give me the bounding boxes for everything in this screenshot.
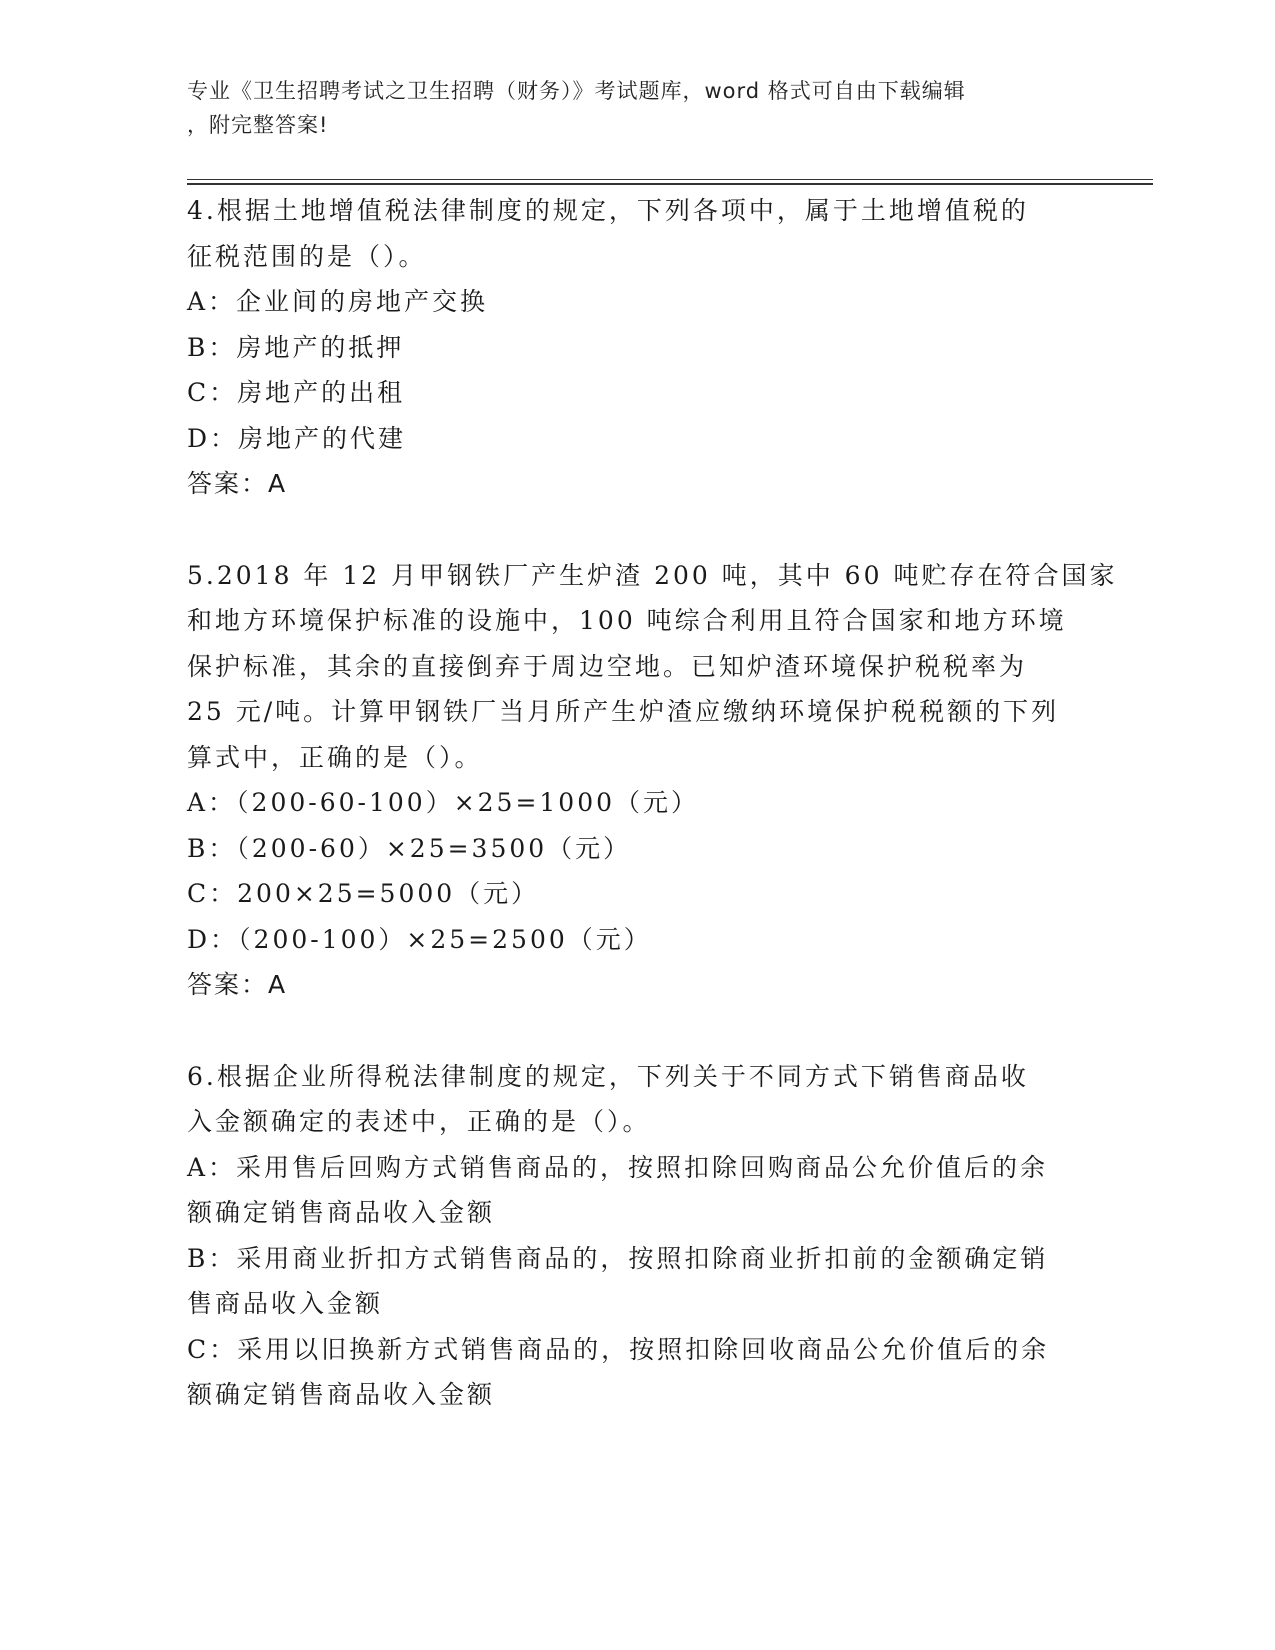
option-c: C：采用以旧换新方式销售商品的，按照扣除回收商品公允价值后的余	[187, 1334, 1050, 1364]
header-line-2: ，附完整答案!	[187, 113, 329, 137]
option-c: C：房地产的出租	[187, 378, 406, 407]
option-a-continued: 额确定销售商品收入金额	[187, 1198, 496, 1227]
question-stem-line: 6.根据企业所得税法律制度的规定，下列关于不同方式下销售商品收	[187, 1061, 1029, 1091]
question-stem-line: 25 元/吨。计算甲钢铁厂当月所产生炉渣应缴纳环境保护税税额的下列	[187, 697, 1060, 726]
question-stem-line: 5.2018 年 12 月甲钢铁厂产生炉渣 200 吨，其中 60 吨贮存在符合国家	[187, 560, 1118, 590]
answer: 答案：A	[187, 970, 288, 999]
question-spacer	[187, 507, 1087, 553]
page-header	[187, 74, 1087, 142]
question-list	[187, 188, 1118, 1418]
question-4	[187, 188, 1087, 507]
option-c-continued: 额确定销售商品收入金额	[187, 1380, 496, 1409]
question-6	[187, 1054, 1087, 1418]
question-stem-line: 和地方环境保护标准的设施中，100 吨综合利用且符合国家和地方环境	[187, 606, 1067, 635]
question-stem-line: 入金额确定的表述中，正确的是（）。	[187, 1107, 651, 1136]
question-stem-line: 算式中，正确的是（）。	[187, 742, 483, 772]
option-a: A：企业间的房地产交换	[187, 287, 489, 316]
question-5	[187, 553, 1118, 1008]
option-c: C：200×25=5000（元）	[187, 879, 540, 908]
option-b-continued: 售商品收入金额	[187, 1289, 384, 1318]
answer: 答案：A	[187, 469, 288, 498]
question-stem-line: 保护标准，其余的直接倒弃于周边空地。已知炉渣环境保护税税率为	[187, 651, 1028, 681]
question-stem-line: 4.根据土地增值税法律制度的规定，下列各项中，属于土地增值税的	[187, 196, 1029, 225]
question-stem-line: 征税范围的是（）。	[187, 241, 427, 271]
option-a: A：采用售后回购方式销售商品的，按照扣除回购商品公允价值后的余	[187, 1152, 1049, 1182]
header-line-1: 专业《卫生招聘考试之卫生招聘（财务）》考试题库，word 格式可自由下载编辑	[187, 79, 966, 103]
option-a: A：（200-60-100）×25=1000（元）	[187, 788, 700, 817]
option-b: B：采用商业折扣方式销售商品的，按照扣除商业折扣前的金额确定销	[187, 1243, 1049, 1273]
option-d: D：（200-100）×25=2500（元）	[187, 924, 652, 954]
option-b: B：（200-60）×25=3500（元）	[187, 833, 632, 863]
question-spacer	[187, 1008, 1087, 1054]
header-divider	[187, 179, 1153, 185]
option-d: D：房地产的代建	[187, 423, 407, 453]
option-b: B：房地产的抵押	[187, 332, 405, 362]
